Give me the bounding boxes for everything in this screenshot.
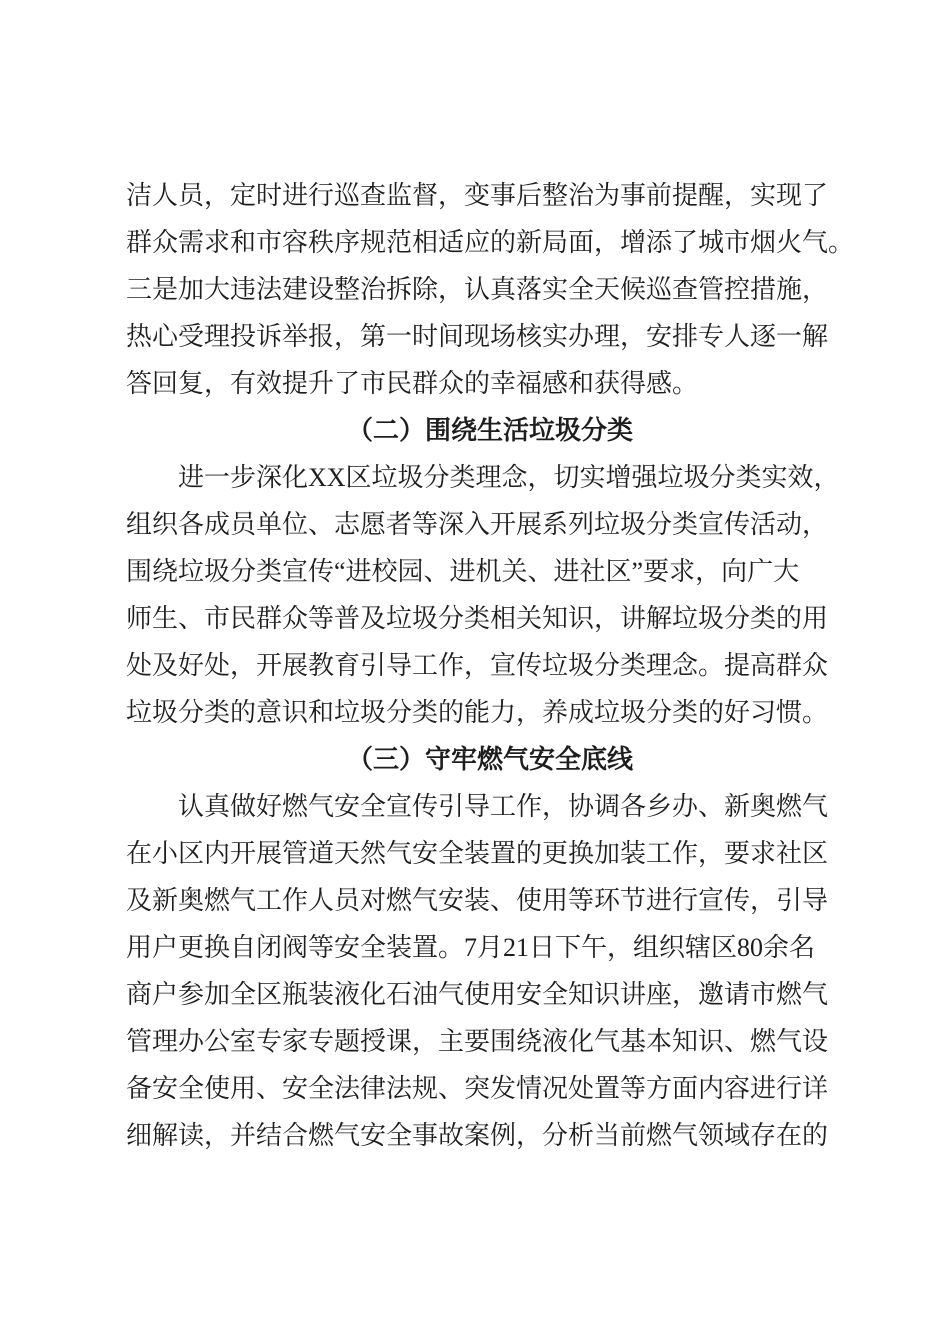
body-text-line: 组织各成员单位、志愿者等深入开展系列垃圾分类宣传活动， xyxy=(126,510,829,539)
body-text-line: 商户参加全区瓶装液化石油气使用安全知识讲座，邀请市燃气 xyxy=(126,980,829,1009)
body-text-line: 管理办公室专家专题授课，主要围绕液化气基本知识、燃气设 xyxy=(126,1027,829,1056)
section-heading: （二）围绕生活垃圾分类 xyxy=(346,416,633,445)
section-heading: （三）守牢燃气安全底线 xyxy=(346,745,633,774)
body-text-line: 认真做好燃气安全宣传引导工作，协调各乡办、新奥燃气 xyxy=(178,792,829,821)
body-text-line: 群众需求和市容秩序规范相适应的新局面，增添了城市烟火气。 xyxy=(126,228,855,257)
body-text-line: 三是加大违法建设整治拆除，认真落实全天候巡查管控措施， xyxy=(126,275,829,304)
body-text-line: 热心受理投诉举报，第一时间现场核实办理，安排专人逐一解 xyxy=(126,322,829,351)
body-text-line: 备安全使用、安全法律法规、突发情况处置等方面内容进行详 xyxy=(126,1074,829,1103)
body-text-line: 处及好处，开展教育引导工作，宣传垃圾分类理念。提高群众 xyxy=(126,651,829,680)
body-text-line: 在小区内开展管道天然气安全装置的更换加装工作，要求社区 xyxy=(126,839,829,868)
body-text-line: 围绕垃圾分类宣传“进校园、进机关、进社区”要求，向广大 xyxy=(126,557,800,586)
body-text-line: 细解读，并结合燃气安全事故案例，分析当前燃气领域存在的 xyxy=(126,1121,829,1150)
body-text-line: 垃圾分类的意识和垃圾分类的能力，养成垃圾分类的好习惯。 xyxy=(126,698,829,727)
body-text-line: 师生、市民群众等普及垃圾分类相关知识，讲解垃圾分类的用 xyxy=(126,604,829,633)
body-text-line: 答回复，有效提升了市民群众的幸福感和获得感。 xyxy=(126,369,699,398)
body-text-line: 及新奥燃气工作人员对燃气安装、使用等环节进行宣传，引导 xyxy=(126,886,829,915)
body-text-line: 用户更换自闭阀等安全装置。7月21日下午，组织辖区80余名 xyxy=(126,933,816,962)
body-text-line: 洁人员，定时进行巡查监督，变事后整治为事前提醒，实现了 xyxy=(126,181,829,210)
body-text-line: 进一步深化XX区垃圾分类理念，切实增强垃圾分类实效， xyxy=(178,463,840,492)
